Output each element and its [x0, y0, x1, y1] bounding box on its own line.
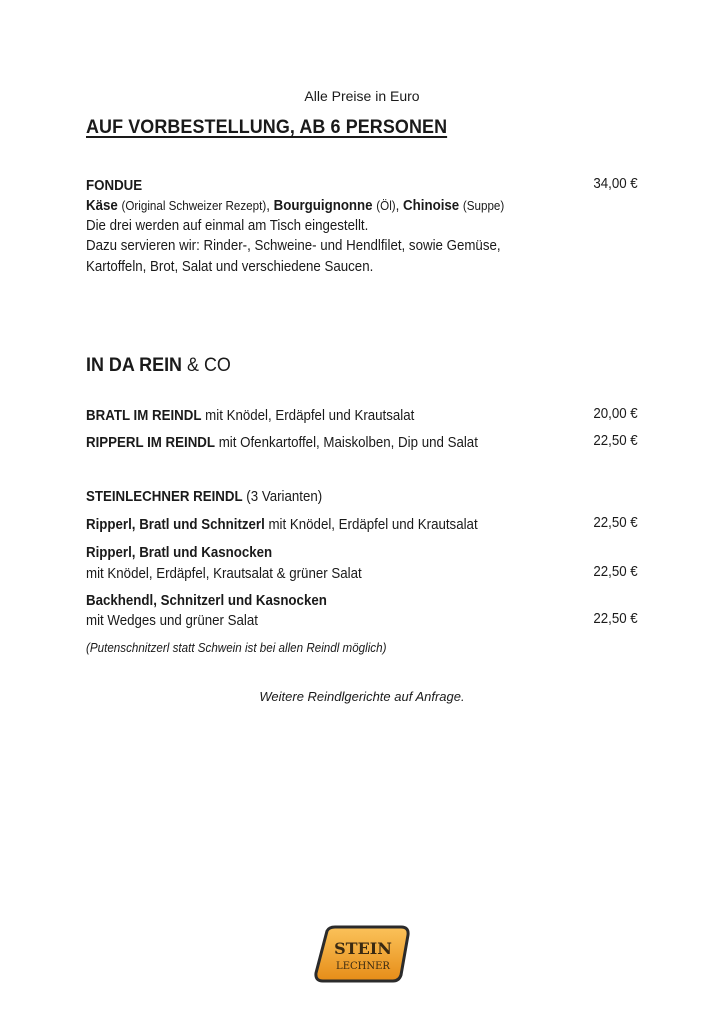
fondue-variants [86, 196, 504, 216]
variant-name: Ripperl, Bratl und Schnitzerl [86, 517, 265, 533]
variant-detail: (Suppe) [462, 199, 505, 213]
fondue-price: 34,00 € [593, 176, 638, 192]
variant-name: Chinoise [403, 198, 460, 214]
menu-item-desc: mit Knödel, Erdäpfel und Krautsalat [201, 408, 415, 424]
menu-item-desc: mit Ofenkartoffel, Maiskolben, Dip und Salat [215, 435, 478, 451]
variant-price: 22,50 € [593, 611, 638, 627]
fondue-title: FONDUE [86, 178, 143, 194]
logo-line1: STEIN [334, 939, 392, 958]
menu-item-name: BRATL IM REINDL [86, 408, 202, 424]
logo-line2: LECHNER [336, 961, 390, 972]
variant-name: Backhendl, Schnitzerl und Kasnocken [86, 593, 327, 609]
menu-item [86, 433, 478, 453]
page-title: AUF VORBESTELLUNG, AB 6 PERSONEN [86, 116, 448, 138]
section-title-bold: IN DA REIN [86, 354, 183, 376]
steinlechner-reindl-title [86, 487, 322, 507]
variant-price: 22,50 € [593, 515, 638, 531]
variant-item [86, 515, 478, 535]
variant-desc: mit Knödel, Erdäpfel und Krautsalat [264, 517, 478, 533]
variant-name: Käse [86, 198, 118, 214]
subsection-title-bold: STEINLECHNER REINDL [86, 489, 243, 505]
variant-name: Ripperl, Bratl und Kasnocken [86, 545, 273, 561]
menu-item-price: 22,50 € [593, 433, 638, 449]
separator: , [395, 198, 404, 214]
steinlechner-logo [313, 925, 411, 983]
section-title-rest: & CO [182, 354, 231, 376]
footnote: (Putenschnitzerl statt Schwein ist bei allen Reindl möglich) [86, 641, 387, 655]
fondue-description-1: Die drei werden auf einmal am Tisch eingestellt. [86, 218, 369, 234]
menu-item-price: 20,00 € [593, 406, 638, 422]
variant-desc: mit Wedges und grüner Salat [86, 613, 258, 629]
menu-item-name: RIPPERL IM REINDL [86, 435, 216, 451]
menu-item [86, 406, 414, 426]
variant-detail: (Öl) [376, 199, 396, 213]
variant-desc: mit Knödel, Erdäpfel, Krautsalat & grüner Salat [86, 566, 362, 582]
fondue-description-2: Dazu servieren wir: Rinder-, Schweine- und Hendlfilet, sowie Gemüse, [86, 238, 501, 254]
section-title-in-da-rein [86, 354, 231, 377]
variant-price: 22,50 € [593, 564, 638, 580]
variant-detail: (Original Schweizer Rezept) [121, 199, 267, 213]
more-dishes-note: Weitere Reindlgerichte auf Anfrage. [259, 689, 465, 704]
logo-badge-icon [313, 925, 411, 983]
separator: , [266, 198, 274, 214]
subsection-title-rest: (3 Varianten) [242, 489, 323, 505]
fondue-description-3: Kartoffeln, Brot, Salat und verschiedene Saucen. [86, 259, 374, 275]
price-currency-note: Alle Preise in Euro [304, 88, 420, 104]
variant-name: Bourguignonne [273, 198, 373, 214]
